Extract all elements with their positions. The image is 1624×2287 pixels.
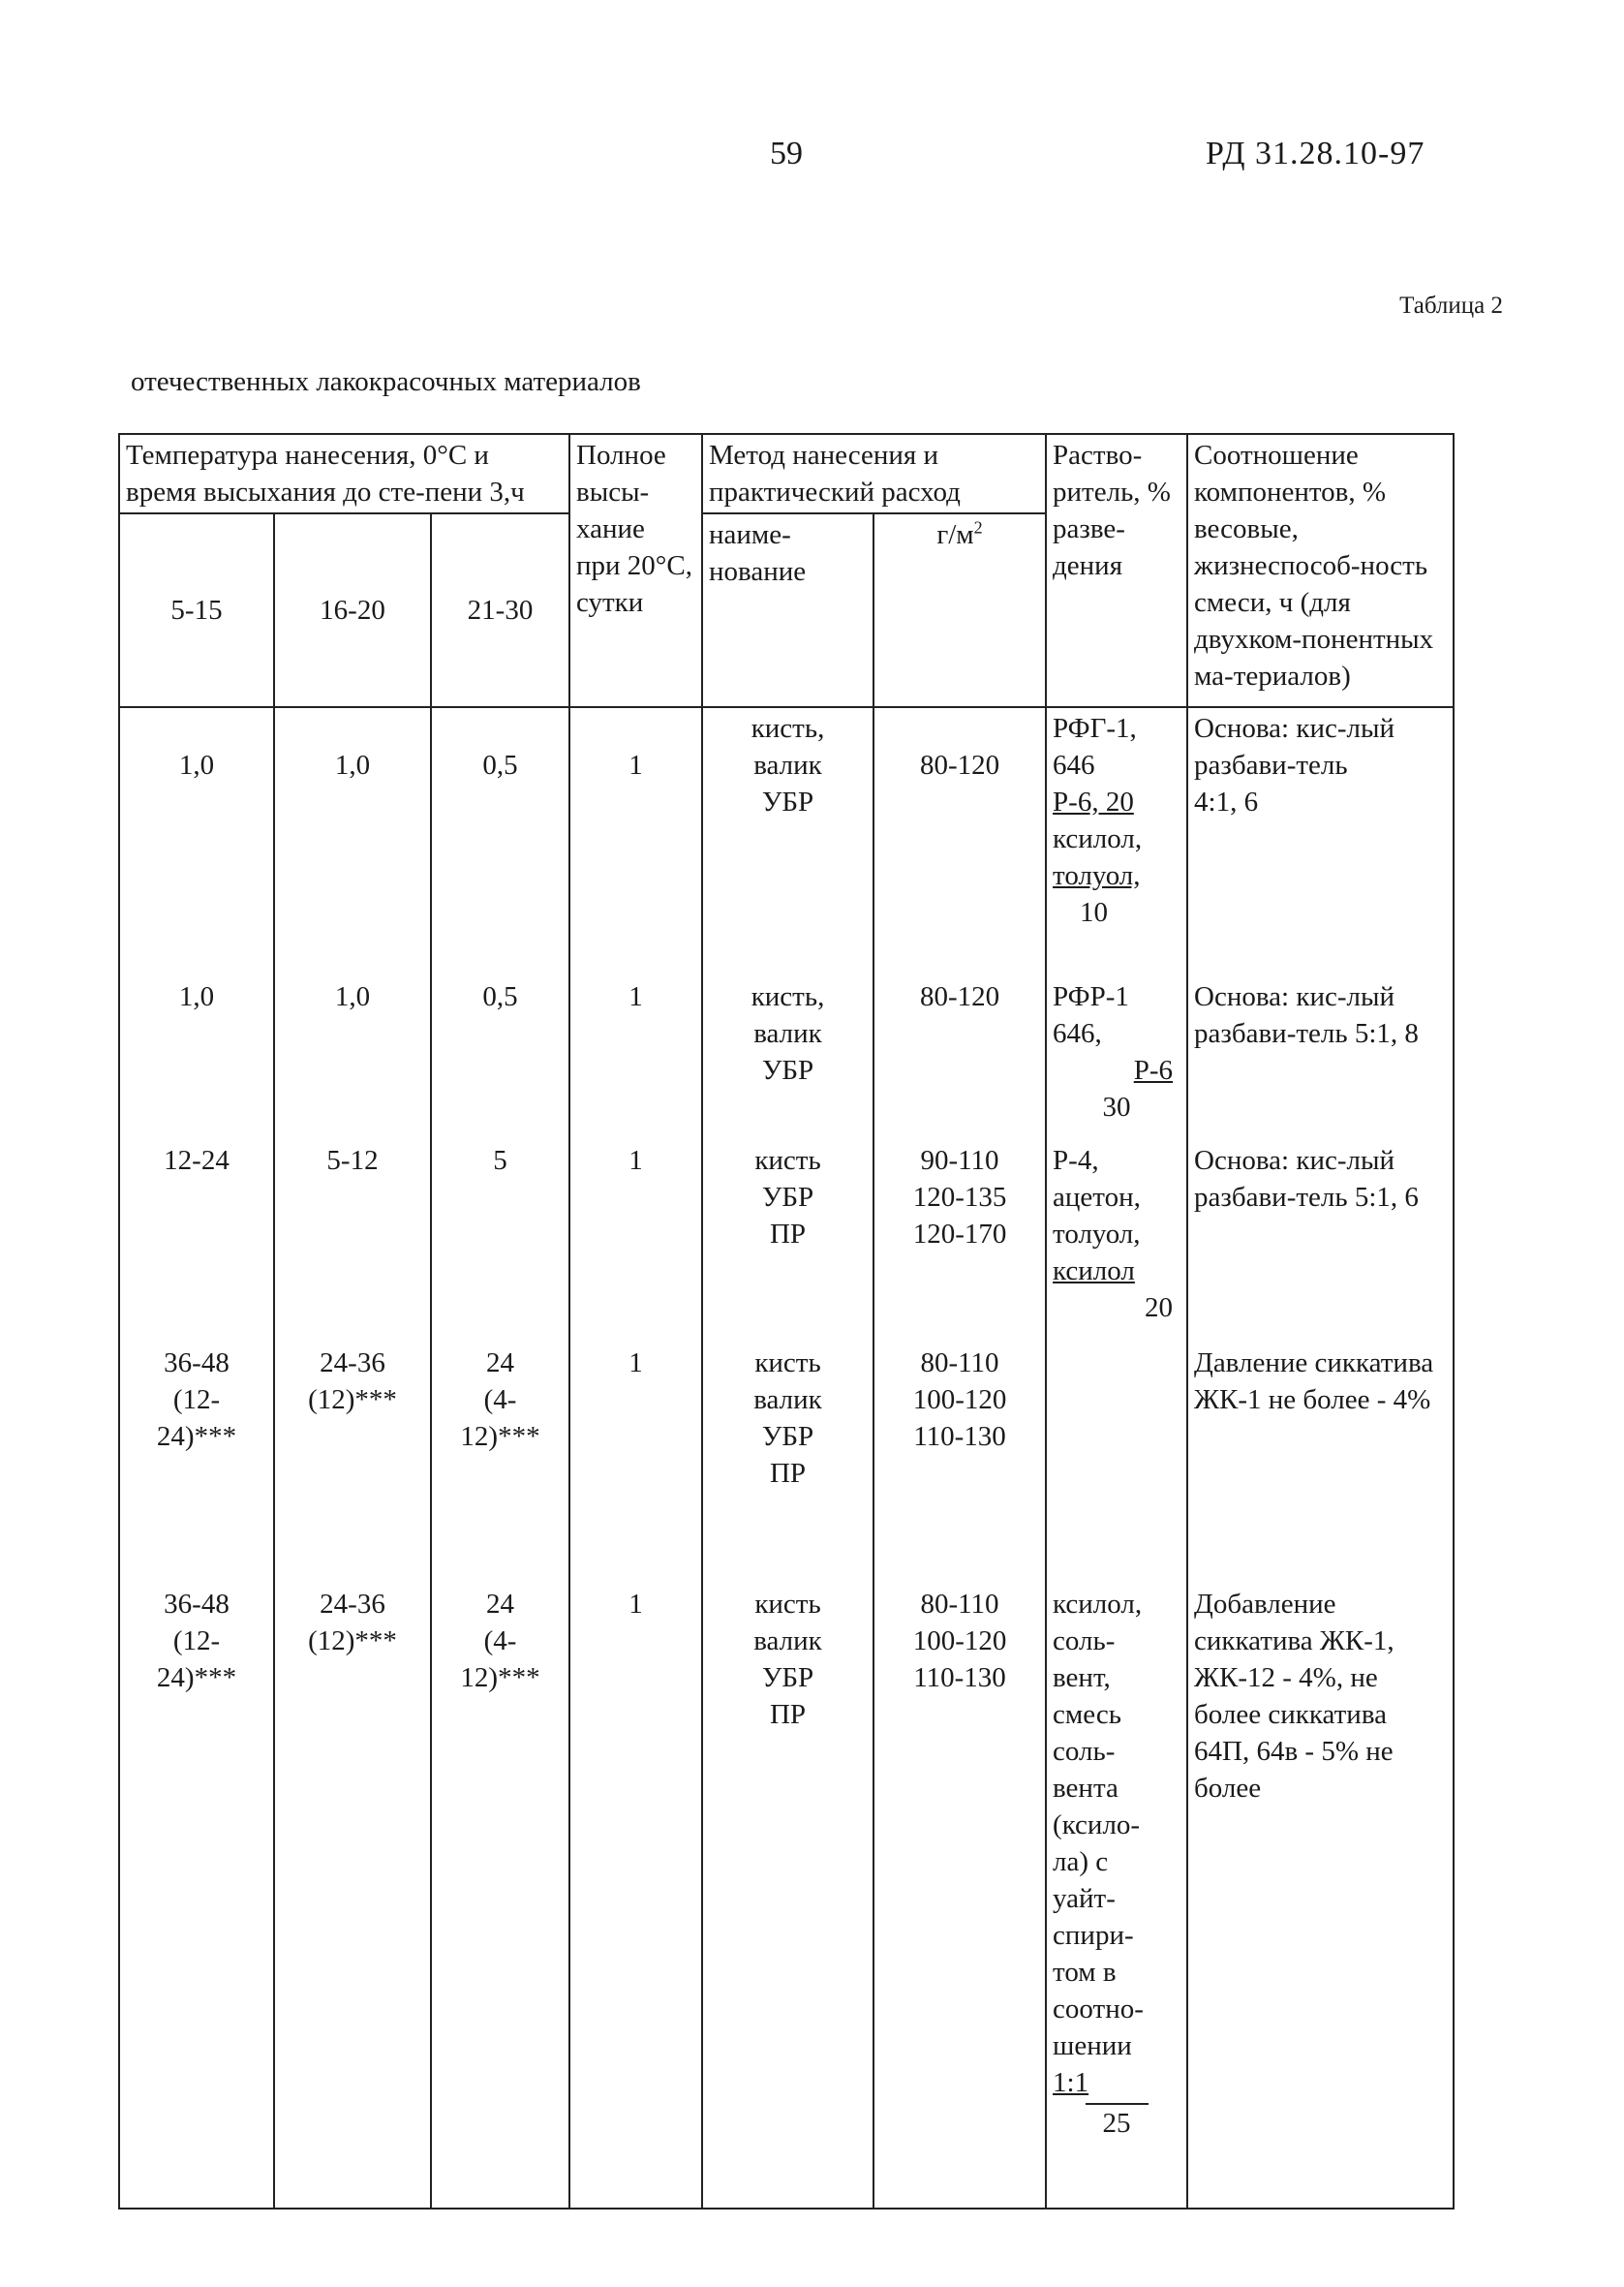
- solvent-line: ксилол: [1053, 1255, 1135, 1286]
- cell-full-drying: 1: [569, 707, 702, 976]
- header-solvent: Раство-ритель, % разве-дения: [1046, 434, 1187, 707]
- table-row: [119, 1343, 1454, 1584]
- table-row: [119, 1584, 1454, 2209]
- solvent-line: РФГ-1, 646: [1053, 713, 1137, 781]
- document-code: РД 31.28.10-97: [1206, 136, 1425, 171]
- cell-temp-5-15: 12-24: [119, 1140, 274, 1343]
- cell-temp-5-15: 1,0: [119, 707, 274, 976]
- cell-temp-5-15: 36-48 (12- 24)***: [119, 1584, 274, 2209]
- paint-materials-table: [118, 433, 1455, 2210]
- cell-method: кисть валик УБР ПР: [702, 1584, 873, 2209]
- cell-temp-21-30: 5: [431, 1140, 569, 1343]
- cell-component-ratio: Основа: кис-лый разбави-тель 5:1, 8: [1187, 976, 1454, 1140]
- cell-temp-5-15: 1,0: [119, 976, 274, 1140]
- cell-temp-21-30: 0,5: [431, 707, 569, 976]
- cell-temp-16-20: 1,0: [274, 707, 431, 976]
- solvent-fraction: 25: [1086, 2103, 1149, 2142]
- cell-full-drying: 1: [569, 976, 702, 1140]
- cell-solvent: [1046, 976, 1187, 1140]
- cell-component-ratio: Основа: кис-лый разбави-тель 4:1, 6: [1187, 707, 1454, 976]
- cell-temp-16-20: 1,0: [274, 976, 431, 1140]
- cell-temp-21-30: 24 (4- 12)***: [431, 1584, 569, 2209]
- solvent-line: 1:1: [1053, 2067, 1089, 2098]
- solvent-line: Р-6, 20: [1053, 787, 1134, 818]
- cell-consumption: 80-110 100-120 110-130: [873, 1343, 1046, 1584]
- cell-method: кисть, валик УБР: [702, 976, 873, 1140]
- page-number: 59: [770, 136, 803, 171]
- cell-solvent: [1046, 707, 1187, 976]
- cell-temp-16-20: 24-36 (12)***: [274, 1584, 431, 2209]
- header-temperature-group: Температура нанесения, 0°С и время высыхания до сте-пени 3,ч: [119, 434, 569, 513]
- solvent-line: Р-4, ацетон, толуол,: [1053, 1145, 1141, 1250]
- cell-component-ratio: Добавление сиккатива ЖК-1, ЖК-12 - 4%, не более сиккатива 64П, 64в - 5% не более: [1187, 1584, 1454, 2209]
- cell-consumption: 90-110 120-135 120-170: [873, 1140, 1046, 1343]
- header-method-group: Метод нанесения и практический расход: [702, 434, 1046, 513]
- cell-solvent: [1046, 1343, 1187, 1584]
- solvent-line: РФР-1 646,: [1053, 981, 1129, 1049]
- solvent-line: Р-6: [1133, 1055, 1174, 1086]
- header-temp-5-15: 5-15: [119, 513, 274, 707]
- header-temp-21-30: 21-30: [431, 513, 569, 707]
- solvent-line: 20: [1145, 1292, 1174, 1323]
- solvent-line: ксилол, соль- вент, смесь соль- вента (ксило- ла) с уайт- спири- том в соотно- шении: [1053, 1589, 1144, 2061]
- cell-temp-5-15: 36-48 (12- 24)***: [119, 1343, 274, 1584]
- cell-consumption: 80-120: [873, 976, 1046, 1140]
- header-temp-16-20: 16-20: [274, 513, 431, 707]
- solvent-line: 10: [1080, 897, 1109, 928]
- cell-temp-21-30: 24 (4- 12)***: [431, 1343, 569, 1584]
- cell-method: кисть валик УБР ПР: [702, 1343, 873, 1584]
- header-consumption-unit: г/м: [936, 519, 974, 550]
- cell-method: кисть, валик УБР: [702, 707, 873, 976]
- header-method-name: наиме-нование: [702, 513, 873, 707]
- cell-consumption: 80-110 100-120 110-130: [873, 1584, 1046, 2209]
- solvent-line: [1053, 2101, 1180, 2142]
- solvent-line: ксилол,: [1053, 823, 1143, 854]
- cell-full-drying: 1: [569, 1140, 702, 1343]
- cell-component-ratio: Давление сиккатива ЖК-1 не более - 4%: [1187, 1343, 1454, 1584]
- solvent-line: 30: [1102, 1092, 1131, 1123]
- table-label: Таблица 2: [1399, 293, 1503, 319]
- solvent-line: толуол,: [1053, 860, 1141, 891]
- cell-temp-16-20: 5-12: [274, 1140, 431, 1343]
- header-row-1: [119, 434, 1454, 513]
- cell-solvent: [1046, 1140, 1187, 1343]
- header-consumption: $г/м^2$: [873, 513, 1046, 707]
- cell-temp-16-20: 24-36 (12)***: [274, 1343, 431, 1584]
- cell-full-drying: 1: [569, 1584, 702, 2209]
- header-component-ratio: Соотношение компонентов, % весовые, жизнеспособ-ность смеси, ч (для двухком-понентных ма-териалов): [1187, 434, 1454, 707]
- table-row: [119, 1140, 1454, 1343]
- cell-temp-21-30: 0,5: [431, 976, 569, 1140]
- cell-component-ratio: Основа: кис-лый разбави-тель 5:1, 6: [1187, 1140, 1454, 1343]
- cell-method: кисть УБР ПР: [702, 1140, 873, 1343]
- cell-consumption: 80-120: [873, 707, 1046, 976]
- header-full-drying: Полное высы-хание при 20°С, сутки: [569, 434, 702, 707]
- cell-full-drying: 1: [569, 1343, 702, 1584]
- cell-solvent: [1046, 1584, 1187, 2209]
- table-row: [119, 976, 1454, 1140]
- table-row: [119, 707, 1454, 976]
- table-caption: отечественных лакокрасочных материалов: [131, 366, 641, 397]
